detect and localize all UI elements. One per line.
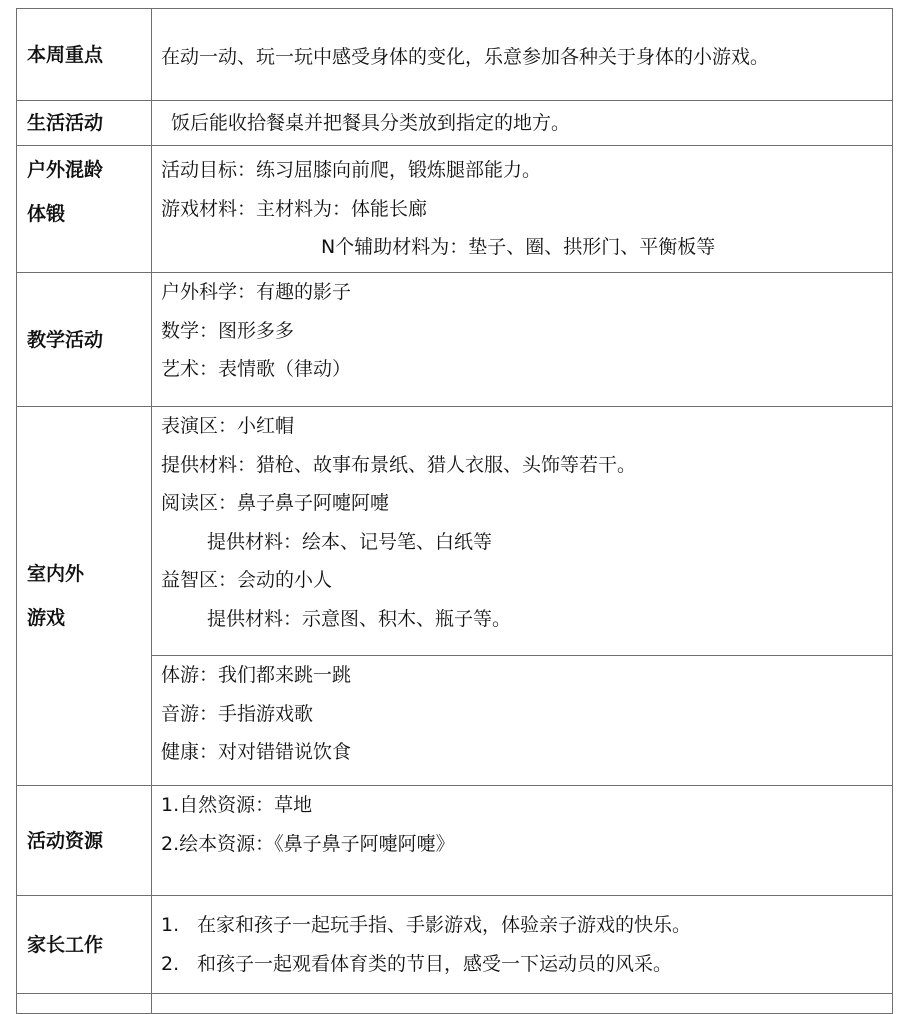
outdoor-label-line2: 体锻 bbox=[27, 203, 66, 225]
row-focus bbox=[17, 9, 893, 101]
game-area-material: 提供材料：示意图、积木、瓶子等。 bbox=[207, 607, 512, 630]
row-games-indoor bbox=[17, 407, 893, 656]
cutoff-cell bbox=[152, 994, 893, 1014]
teaching-item: 艺术：表情歌（律动） bbox=[161, 358, 352, 380]
games-outdoor-cell bbox=[152, 656, 893, 786]
row-label-teaching: 教学活动 bbox=[17, 273, 152, 407]
row-resources bbox=[17, 786, 893, 896]
focus-text: 在动一动、玩一玩中感受身体的变化，乐意参加各种关于身体的小游戏。 bbox=[161, 45, 770, 68]
game-area-material: 提供材料：猎枪、故事布景纸、猎人衣服、头饰等若干。 bbox=[161, 453, 637, 476]
row-life bbox=[17, 101, 893, 146]
row-outdoor bbox=[17, 146, 893, 273]
parent-task-text: 和孩子一起观看体育类的节目，感受一下运动员的风采。 bbox=[197, 952, 673, 975]
game-area-title: 表演区：小红帽 bbox=[161, 415, 295, 437]
resources-cell bbox=[152, 786, 893, 896]
parent-task-number: 2. bbox=[161, 952, 180, 975]
outdoor-aux-material: N个辅助材料为：垫子、圈、拱形门、平衡板等 bbox=[321, 236, 716, 259]
game-area-title: 阅读区：鼻子鼻子阿嚏阿嚏 bbox=[161, 492, 390, 514]
parents-cell bbox=[152, 896, 893, 994]
resource-item: 2.绘本资源：《鼻子鼻子阿嚏阿嚏》 bbox=[161, 832, 455, 855]
life-cell bbox=[152, 101, 893, 146]
parent-task-item bbox=[161, 945, 892, 984]
teaching-item: 数学：图形多多 bbox=[161, 319, 295, 342]
games-label-line2: 游戏 bbox=[27, 607, 66, 629]
outdoor-game-item: 音游：手指游戏歌 bbox=[161, 702, 314, 725]
outdoor-material: 游戏材料：主材料为：体能长廊 bbox=[161, 197, 428, 220]
parent-task-item bbox=[161, 906, 892, 945]
games-indoor-cell bbox=[152, 407, 893, 656]
teaching-item: 户外科学：有趣的影子 bbox=[161, 281, 352, 303]
teaching-cell bbox=[152, 273, 893, 407]
weekly-plan-table bbox=[16, 8, 893, 1014]
outdoor-goal: 活动目标：练习屈膝向前爬，锻炼腿部能力。 bbox=[161, 159, 542, 182]
games-label-line1: 室内外 bbox=[27, 563, 85, 585]
row-label-parents: 家长工作 bbox=[17, 896, 152, 994]
row-label-cutoff bbox=[17, 994, 152, 1014]
resource-item: 1.自然资源：草地 bbox=[161, 794, 313, 816]
parent-task-text: 在家和孩子一起玩手指、手影游戏，体验亲子游戏的快乐。 bbox=[197, 914, 692, 936]
game-area-material: 提供材料：绘本、记号笔、白纸等 bbox=[207, 530, 493, 553]
focus-cell bbox=[152, 9, 893, 101]
row-label-life: 生活活动 bbox=[17, 101, 152, 146]
row-parents bbox=[17, 896, 893, 994]
row-label-outdoor bbox=[17, 146, 152, 273]
row-label-games bbox=[17, 407, 152, 786]
row-label-focus: 本周重点 bbox=[17, 9, 152, 101]
row-cutoff bbox=[17, 994, 893, 1014]
outdoor-game-item: 健康：对对错错说饮食 bbox=[161, 741, 352, 763]
life-text: 饭后能收拾餐桌并把餐具分类放到指定的地方。 bbox=[171, 111, 571, 134]
row-label-resources: 活动资源 bbox=[17, 786, 152, 896]
row-teaching bbox=[17, 273, 893, 407]
game-area-title: 益智区：会动的小人 bbox=[161, 569, 333, 591]
outdoor-label-line1: 户外混龄 bbox=[27, 159, 104, 181]
outdoor-game-item: 体游：我们都来跳一跳 bbox=[161, 664, 352, 686]
outdoor-cell bbox=[152, 146, 893, 273]
parent-task-number: 1. bbox=[161, 914, 180, 936]
